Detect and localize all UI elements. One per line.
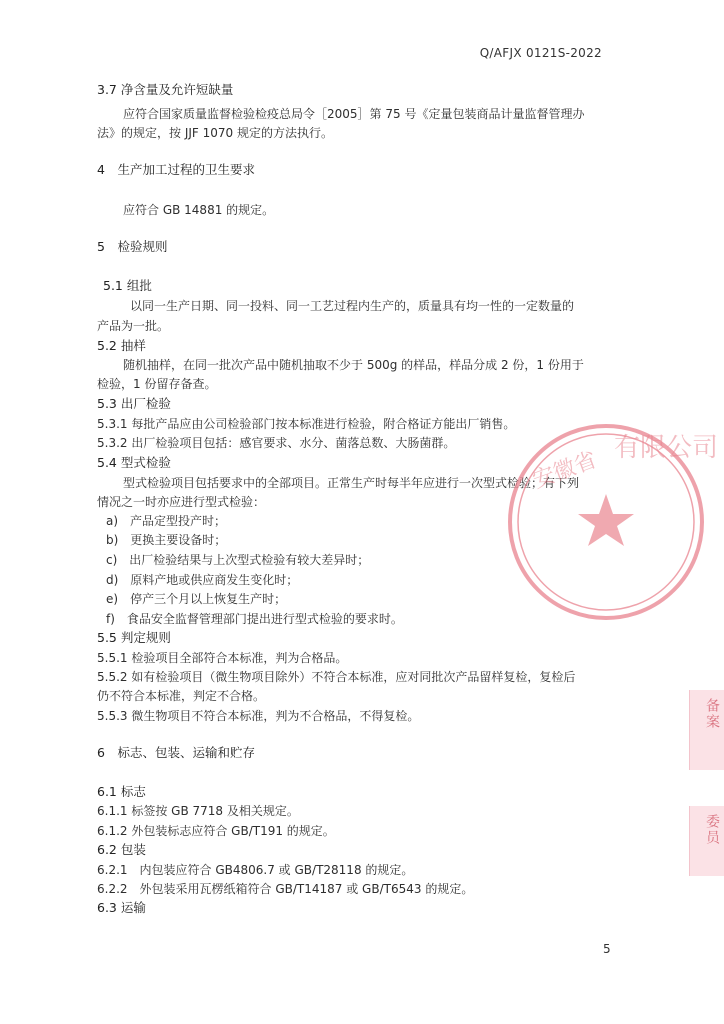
edge-stamp-text: 备案: [704, 698, 720, 730]
section-heading: 6.1 标志: [97, 784, 146, 799]
section-heading: 5 检验规则: [97, 239, 168, 254]
body-text-line: e) 停产三个月以上恢复生产时；: [106, 592, 287, 606]
body-text-line: 情况之一时亦应进行型式检验：: [97, 495, 266, 509]
section-heading: 5.1 组批: [103, 278, 152, 293]
section-heading: 3.7 净含量及允许短缺量: [97, 82, 234, 97]
seal-inner-text: 安徽省: [529, 447, 601, 494]
body-text-line: 6.2.1 内包装应符合 GB4806.7 或 GB/T28118 的规定。: [97, 863, 414, 877]
body-text-line: 6.2.2 外包装采用瓦楞纸箱符合 GB/T14187 或 GB/T6543 的规定。: [97, 882, 474, 896]
body-text-line: 随机抽样，在同一批次产品中随机抽取不少于 500g 的样品，样品分成 2 份，1 份用于: [123, 358, 584, 372]
body-text-line: 6.1.1 标签按 GB 7718 及相关规定。: [97, 804, 299, 818]
document-code: Q/AFJX 0121S-2022: [479, 46, 602, 60]
body-text-line: 产品为一批。: [97, 319, 170, 333]
section-heading: 5.5 判定规则: [97, 630, 171, 645]
body-text-line: 5.5.1 检验项目全部符合本标准，判为合格品。: [97, 651, 348, 665]
body-text-line: 以同一生产日期、同一投料、同一工艺过程内生产的，质量具有均一性的一定数量的: [130, 299, 575, 313]
section-heading: 4 生产加工过程的卫生要求: [97, 162, 255, 177]
body-text-line: b) 更换主要设备时；: [106, 533, 227, 547]
body-text-line: 型式检验项目包括要求中的全部项目。正常生产时每半年应进行一次型式检验；有下列: [123, 476, 580, 490]
section-heading: 6.2 包装: [97, 842, 146, 857]
body-text-line: 仍不符合本标准，判定不合格。: [97, 689, 266, 703]
body-text-line: 5.3.1 每批产品应由公司检验部门按本标准进行检验，附合格证方能出厂销售。: [97, 417, 516, 431]
body-text-line: 应符合国家质量监督检验检疫总局令［2005］第 75 号《定量包装商品计量监督管理办: [123, 107, 585, 121]
body-text-line: 6.1.2 外包装标志应符合 GB/T191 的规定。: [97, 824, 335, 838]
body-text-line: 5.5.3 微生物项目不符合本标准，判为不合格品，不得复检。: [97, 709, 420, 723]
page-number: 5: [603, 942, 611, 956]
section-heading: 6.3 运输: [97, 900, 146, 915]
body-text-line: f) 食品安全监督管理部门提出进行型式检验的要求时。: [106, 612, 403, 626]
seal-ring-text: 有限公司: [614, 433, 719, 463]
body-text-line: 应符合 GB 14881 的规定。: [123, 203, 275, 217]
section-heading: 5.4 型式检验: [97, 455, 171, 470]
body-text-line: 5.3.2 出厂检验项目包括：感官要求、水分、菌落总数、大肠菌群。: [97, 436, 456, 450]
company-seal: [496, 412, 724, 652]
body-text-line: 5.5.2 如有检验项目（微生物项目除外）不符合本标准，应对同批次产品留样复检，复检后: [97, 670, 576, 684]
section-heading: 5.2 抽样: [97, 338, 146, 353]
body-text-line: a) 产品定型投产时；: [106, 514, 227, 528]
body-text-line: 检验，1 份留存备查。: [97, 377, 217, 391]
body-text-line: d) 原料产地或供应商发生变化时；: [106, 573, 299, 587]
seal-graphic: [496, 412, 724, 652]
edge-stamp-text: 委员: [704, 814, 720, 846]
body-text-line: c) 出厂检验结果与上次型式检验有较大差异时；: [106, 553, 370, 567]
section-heading: 6 标志、包装、运输和贮存: [97, 745, 255, 760]
section-heading: 5.3 出厂检验: [97, 396, 171, 411]
body-text-line: 法》的规定，按 JJF 1070 规定的方法执行。: [97, 126, 333, 140]
